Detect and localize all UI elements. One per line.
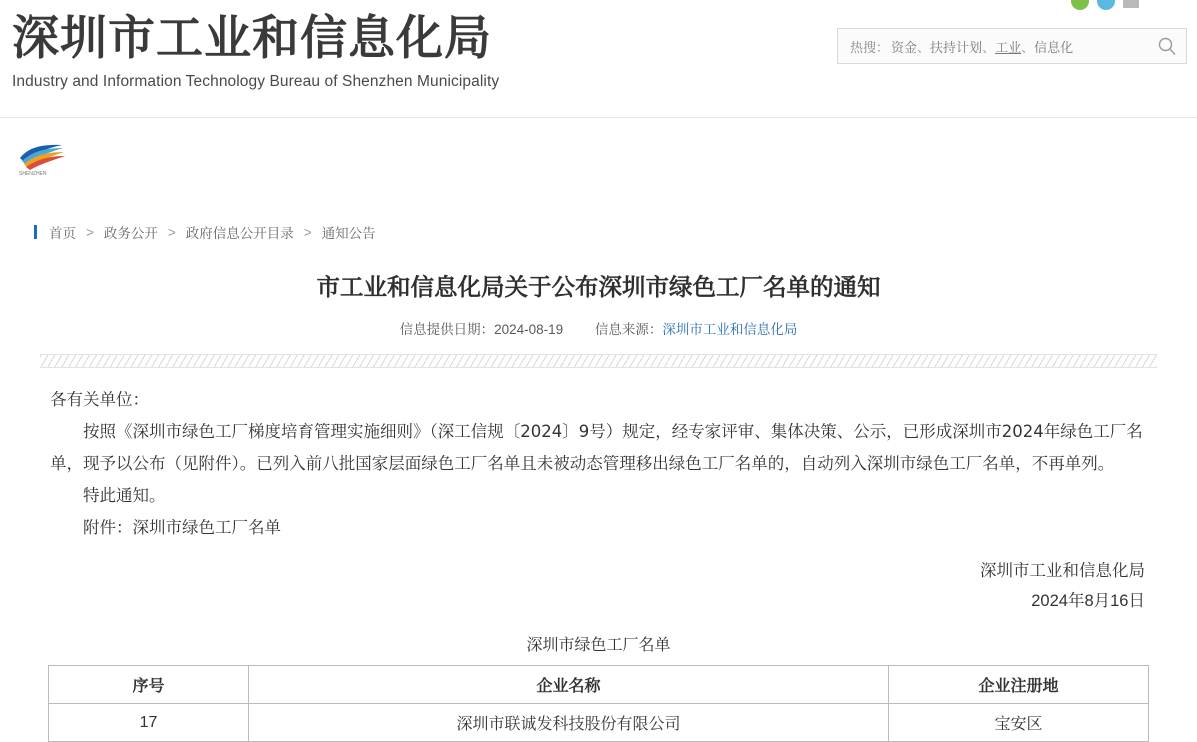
hot-link-2[interactable]: 工业 [995, 39, 1022, 55]
hot-sep-2: 、 [1021, 39, 1035, 55]
wechat-icon[interactable] [1071, 0, 1089, 10]
meta-date-label: 信息提供日期： [399, 322, 495, 337]
breadcrumb-sep-2: > [303, 224, 312, 240]
document-meta [30, 318, 1167, 338]
table-header-district: 企业注册地 [889, 666, 1149, 704]
breadcrumb-item-3[interactable]: 通知公告 [321, 226, 376, 241]
weibo-icon[interactable] [1097, 0, 1115, 10]
meta-date [400, 322, 567, 337]
site-logo-cn: 深圳市工业和信息化局 [12, 11, 492, 66]
hot-link-0[interactable]: 资金 [891, 39, 918, 55]
signature-org: 深圳市工业和信息化局 [980, 562, 1145, 580]
table-caption: 深圳市绿色工厂名单 [526, 637, 671, 654]
breadcrumb-accent-bar [34, 225, 37, 239]
shenzhen-mini-logo-icon [18, 142, 66, 176]
app-icon[interactable] [1123, 0, 1139, 8]
hot-link-3[interactable]: 信息化 [1034, 39, 1074, 55]
svg-text:SHENZHEN: SHENZHEN [19, 171, 47, 177]
hot-sep-1: 、 [982, 39, 996, 55]
breadcrumb-sep-1: > [167, 224, 176, 240]
top-icon-group [1071, 0, 1139, 10]
breadcrumb [30, 210, 1167, 258]
search-bar[interactable] [837, 28, 1187, 64]
breadcrumb-item-2[interactable]: 政府信息公开目录 [185, 226, 294, 241]
table-header-company: 企业名称 [249, 666, 889, 704]
search-icon[interactable] [1156, 35, 1178, 57]
site-logo-en: Industry and Information Technology Bureau of Shenzhen Municipality [12, 73, 500, 90]
body-paragraph-0: 各有关单位： [50, 390, 149, 409]
signature-date: 2024年8月16日 [1031, 592, 1145, 610]
site-logo[interactable] [12, 10, 612, 92]
hot-sep-0: 、 [917, 39, 931, 55]
breadcrumb-item-0[interactable]: 首页 [49, 226, 76, 241]
body-attachment: 附件：深圳市绿色工厂名单 [83, 518, 281, 537]
table-header-index: 序号 [49, 666, 249, 704]
body-paragraph-2: 特此通知。 [83, 486, 166, 505]
document-signature [30, 544, 1167, 616]
meta-date-value: 2024-08-19 [494, 322, 564, 337]
cell-district: 宝安区 [889, 704, 1149, 742]
hot-link-1[interactable]: 扶持计划 [930, 39, 983, 55]
meta-source-value[interactable]: 深圳市工业和信息化局 [662, 322, 798, 337]
document-body [30, 368, 1167, 544]
cell-index: 17 [49, 704, 249, 742]
sub-header-bar [0, 118, 1197, 210]
green-factory-table [48, 665, 1149, 742]
hot-search-links[interactable] [891, 37, 1156, 56]
table-header-row [49, 666, 1149, 704]
meta-source [595, 322, 798, 337]
content-area [0, 210, 1197, 742]
hot-search-label: 热搜： [850, 39, 890, 55]
cell-company: 深圳市联诚发科技股份有限公司 [249, 704, 889, 742]
breadcrumb-item-1[interactable]: 政务公开 [103, 226, 158, 241]
page-title: 市工业和信息化局关于公布深圳市绿色工厂名单的通知 [316, 274, 881, 300]
meta-source-label: 信息来源： [594, 322, 663, 337]
breadcrumb-sep-0: > [86, 224, 94, 240]
hatched-divider [40, 354, 1157, 368]
body-paragraph-1: 按照《深圳市绿色工厂梯度培育管理实施细则》（深工信规〔2024〕9号）规定，经专家评审、集体决策、公示，已形成深圳市2024年绿色工厂名单，现予以公布（见附件）。已列入前八批国家层面绿色工厂名单且未被动态管理移出绿色工厂名单的，自动列入深圳市绿色工厂名单，不再单列。 [50, 422, 1143, 473]
table-row [49, 704, 1149, 742]
site-header [0, 0, 1197, 118]
